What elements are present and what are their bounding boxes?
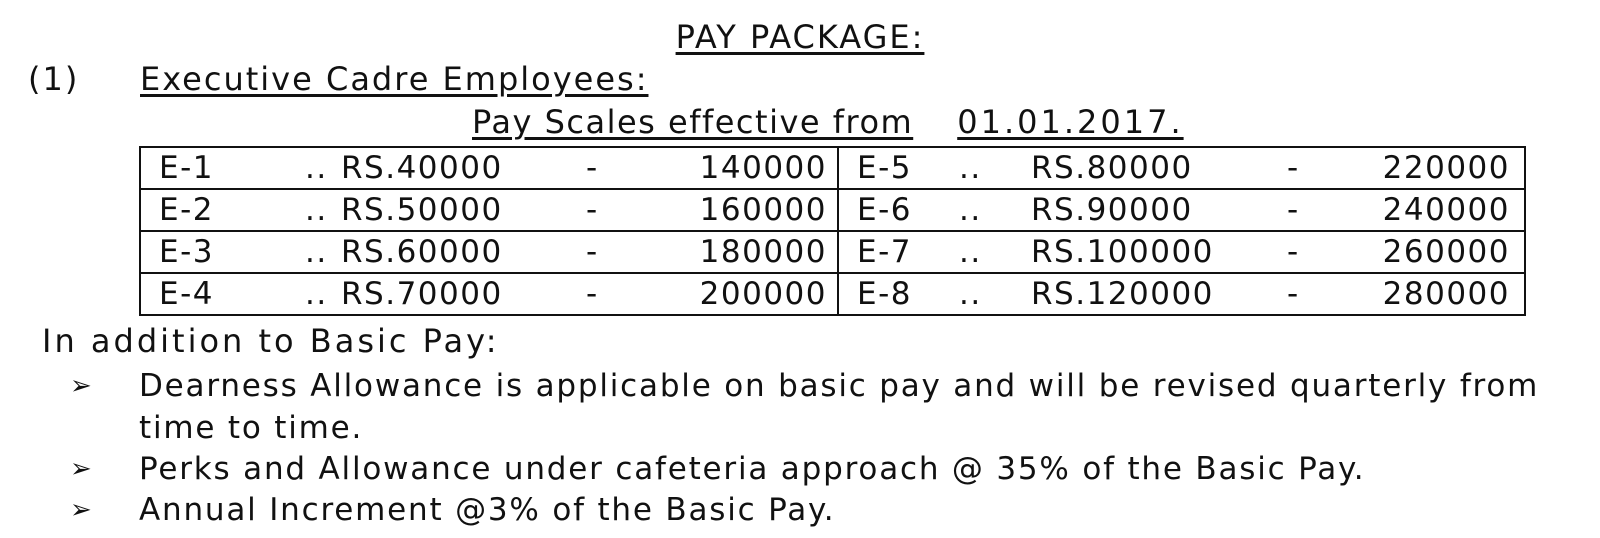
separator-dots: .. [305, 234, 328, 270]
pay-scale-cell [140, 147, 838, 189]
table-row [140, 273, 1525, 315]
page-title [0, 18, 1600, 56]
scale-dash: - [586, 276, 599, 312]
grade-label: E-7 [857, 234, 912, 270]
scale-max: 220000 [1382, 150, 1510, 186]
scale-min: RS.80000 [1031, 150, 1193, 186]
separator-dots: .. [305, 150, 328, 186]
scale-min: RS.100000 [1031, 234, 1214, 270]
scale-max: 240000 [1382, 192, 1510, 228]
grade-label: E-2 [159, 192, 214, 228]
grade-label: E-6 [857, 192, 912, 228]
scale-dash: - [586, 150, 599, 186]
separator-dots: .. [959, 192, 982, 228]
section-number: (1) [28, 60, 80, 98]
scale-max: 160000 [699, 192, 827, 228]
scale-min: RS.40000 [341, 150, 503, 186]
separator-dots: .. [305, 276, 328, 312]
section-heading: Executive Cadre Employees: [140, 60, 649, 98]
list-item-text: Annual Increment @3% of the Basic Pay. [139, 492, 836, 528]
list-item-text: Perks and Allowance under cafeteria approach @ 35% of the Basic Pay. [139, 451, 1366, 487]
separator-dots: .. [959, 234, 982, 270]
table-row [140, 147, 1525, 189]
separator-dots: .. [305, 192, 328, 228]
pay-scales-table [139, 146, 1526, 316]
effective-line [472, 103, 1184, 141]
scale-min: RS.60000 [341, 234, 503, 270]
scale-max: 260000 [1382, 234, 1510, 270]
pay-scale-cell [838, 147, 1525, 189]
scale-max: 180000 [699, 234, 827, 270]
pay-scale-cell [140, 189, 838, 231]
scale-dash: - [1287, 192, 1300, 228]
pay-scale-cell [838, 189, 1525, 231]
scale-max: 200000 [699, 276, 827, 312]
scale-dash: - [1287, 276, 1300, 312]
page-title-text: PAY PACKAGE: [675, 18, 925, 56]
addition-heading: In addition to Basic Pay: [42, 322, 500, 360]
scale-dash: - [586, 234, 599, 270]
effective-label: Pay Scales effective from [472, 103, 914, 141]
arrow-bullet-icon: ➢ [70, 454, 92, 484]
pay-scale-cell [838, 231, 1525, 273]
scale-max: 140000 [699, 150, 827, 186]
pay-scale-cell [838, 273, 1525, 315]
scale-min: RS.120000 [1031, 276, 1214, 312]
arrow-bullet-icon: ➢ [70, 371, 92, 401]
scale-dash: - [586, 192, 599, 228]
grade-label: E-4 [159, 276, 214, 312]
scale-dash: - [1287, 150, 1300, 186]
grade-label: E-5 [857, 150, 912, 186]
effective-date: 01.01.2017. [957, 103, 1184, 141]
pay-scale-cell [140, 273, 838, 315]
separator-dots: .. [959, 276, 982, 312]
list-item-text: Dearness Allowance is applicable on basic pay and will be revised quarterly from time to time. [139, 368, 1540, 446]
grade-label: E-3 [159, 234, 214, 270]
table-row [140, 189, 1525, 231]
scale-dash: - [1287, 234, 1300, 270]
table-row [140, 231, 1525, 273]
grade-label: E-8 [857, 276, 912, 312]
pay-scale-cell [140, 231, 838, 273]
scale-min: RS.70000 [341, 276, 503, 312]
arrow-bullet-icon: ➢ [70, 495, 92, 525]
scale-min: RS.90000 [1031, 192, 1193, 228]
grade-label: E-1 [159, 150, 214, 186]
scale-min: RS.50000 [341, 192, 503, 228]
scale-max: 280000 [1382, 276, 1510, 312]
separator-dots: .. [959, 150, 982, 186]
